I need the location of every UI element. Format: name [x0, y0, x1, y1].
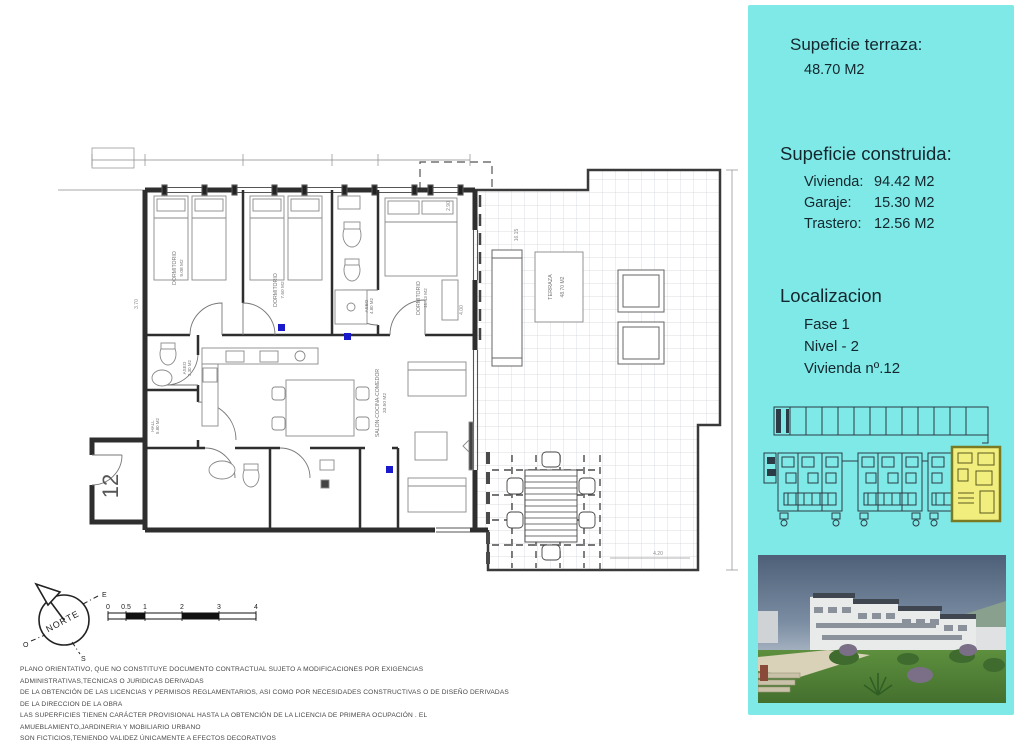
building-photo: [758, 555, 1006, 703]
room-name: DORMITORIO: [416, 281, 422, 315]
disclaimer-line: LAS SUPERFICIES TIENEN CARÁCTER PROVISIONAL HASTA LA OBTENCIÓN DE LA LICENCIA DE PRIMERA OCUPACIÓN . EL AMUEBLAMIENTO,JARDINERIA Y MOBILIARIO URBANO: [20, 712, 428, 731]
svg-text:3.70: 3.70: [134, 299, 140, 309]
unit-cluster: [778, 453, 842, 526]
room-name: ASEO: [364, 299, 369, 313]
svg-text:0.5: 0.5: [121, 604, 131, 611]
room-name: DORMITORIO: [172, 251, 178, 285]
west-label: O: [23, 642, 29, 649]
built-area-rows: [804, 172, 935, 235]
info-panel: [748, 5, 1014, 715]
room-area: 7.60 M2: [281, 281, 286, 299]
location-row: Nivel - 2: [804, 338, 860, 355]
unit-number: 12: [98, 473, 123, 499]
built-area-title: Supeficie construida:: [780, 143, 952, 164]
disclaimer-line: PLANO ORIENTATIVO, QUE NO CONSTITUYE DOCUMENTO CONTRACTUAL SUJETO A MODIFICACIONES POR EXIGENCIAS ADMINISTRATIVAS,TECNICAS O JURIDICAS DERIVADAS: [20, 666, 424, 685]
room-name: TERRAZA: [548, 274, 554, 300]
svg-text:4: 4: [254, 604, 258, 611]
svg-text:1: 1: [143, 604, 147, 611]
scale-bar: [100, 600, 270, 628]
svg-text:2.90: 2.90: [446, 201, 452, 211]
south-label: S: [81, 656, 86, 663]
location-title: Localizacion: [780, 285, 882, 306]
built-row: Trastero: 12.56 M2: [804, 216, 935, 232]
room-name: DORMITORIO: [273, 273, 279, 307]
disclaimer: [20, 664, 510, 745]
svg-text:16.15: 16.15: [514, 228, 520, 242]
highlighted-unit: [952, 447, 1000, 521]
room-area: 33.50 M2: [383, 392, 388, 414]
location-rows: [804, 314, 900, 380]
site-plan: [760, 401, 1004, 549]
north-label: NORTE: [44, 608, 81, 635]
location-row: Fase 1: [804, 316, 850, 333]
terrace-area-value: 48.70 M2: [804, 62, 865, 78]
svg-text:4.00: 4.00: [459, 305, 465, 315]
terrace-area-title: Supeficie terraza:: [790, 35, 923, 54]
room-name: HALL: [150, 420, 155, 432]
room-name: SALON-COCINA-COMEDOR: [375, 368, 381, 438]
svg-text:3: 3: [217, 604, 221, 611]
built-row: Vivienda: 94.42 M2: [804, 174, 935, 190]
room-area: 9.08 M2: [180, 259, 185, 277]
svg-text:0: 0: [106, 604, 110, 611]
built-row: Garaje: 15.30 M2: [804, 195, 935, 211]
north-pointer-icon: [36, 584, 60, 605]
disclaimer-line: DE LA OBTENCIÓN DE LAS LICENCIAS Y PERMISOS REGLAMENTARIOS, ASI COMO POR NECESIDADES CONSTRUCTIVAS O DE DISEÑO DERIVADAS DE LA DIRECCION DE LA OBRA: [20, 689, 509, 708]
east-label: E: [102, 592, 107, 599]
dining-table-icon: [272, 380, 369, 436]
room-name: ASEO: [182, 361, 187, 375]
room-area: 4.80 M2: [369, 298, 374, 314]
svg-text:4.20: 4.20: [653, 551, 663, 557]
bed-icon: [154, 196, 458, 320]
room-area: 48.70 M2: [560, 276, 566, 298]
room-area: 5.80 M2: [155, 418, 160, 434]
terrace-label: [535, 252, 583, 322]
unit-cluster: [858, 453, 922, 526]
disclaimer-line: SON FICTICIOS,TENIENDO VALIDEZ ÚNICAMENTE A EFECTOS DECORATIVOS: [20, 735, 277, 742]
svg-text:2: 2: [180, 604, 184, 611]
floor-plan: [30, 140, 740, 585]
room-area: 3.30 M2: [187, 360, 192, 376]
room-area: 11.43 M2: [424, 288, 429, 308]
sofa-icon: [408, 362, 473, 512]
location-row: Vivienda nº.12: [804, 360, 901, 377]
